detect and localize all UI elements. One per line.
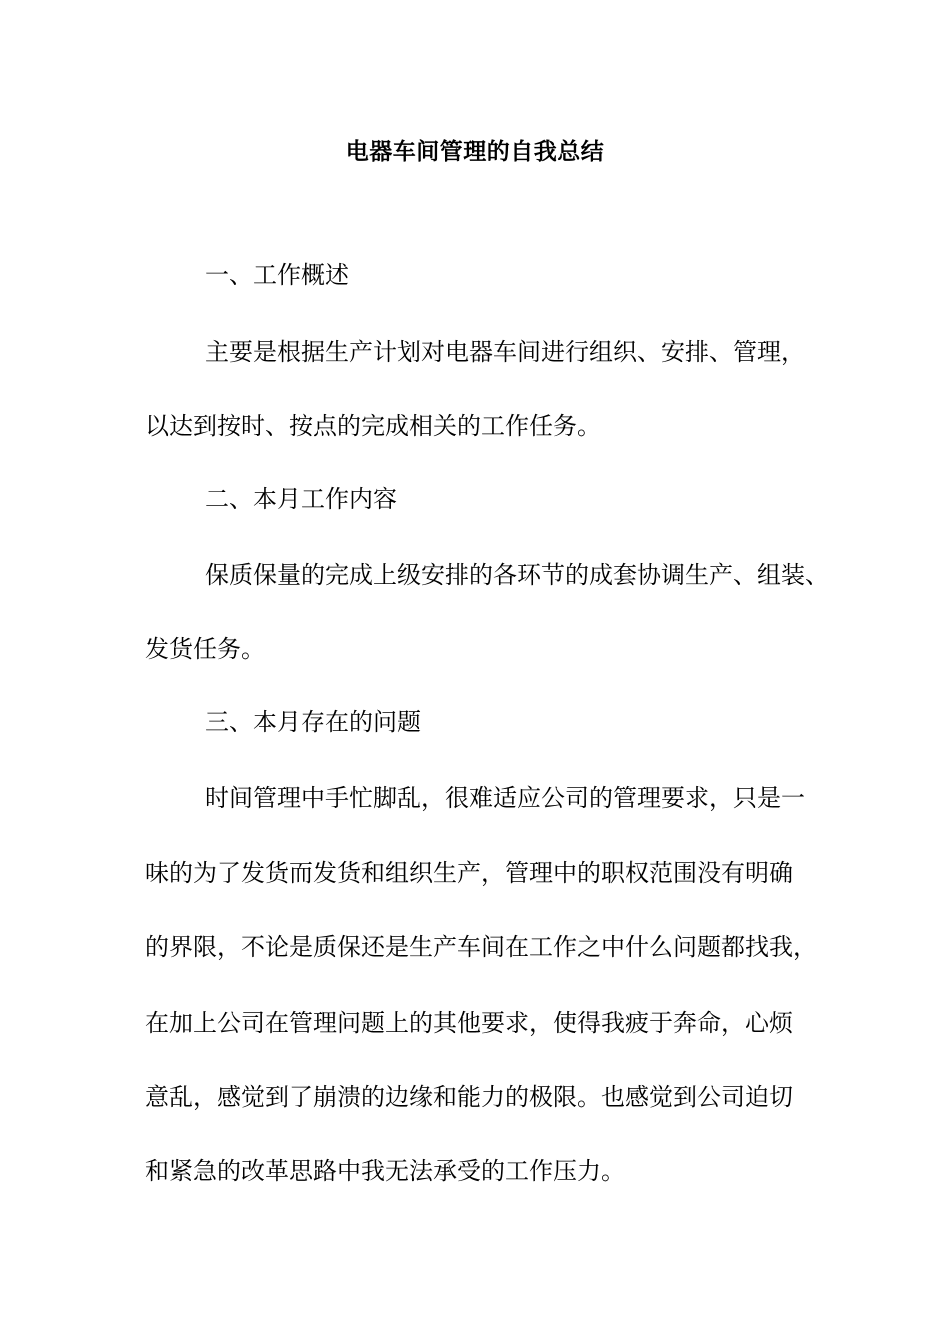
paragraph-line: 时间管理中手忙脚乱，很难适应公司的管理要求，只是一 [205,784,805,812]
paragraph-line: 保质保量的完成上级安排的各环节的成套协调生产、组装、 [205,561,829,589]
paragraph-line: 以达到按时、按点的完成相关的工作任务。 [145,412,601,440]
section-heading-1: 一、工作概述 [205,261,349,289]
paragraph-line: 主要是根据生产计划对电器车间进行组织、安排、管理， [205,338,805,366]
section-heading-3: 三、本月存在的问题 [205,708,421,736]
paragraph-line: 的界限，不论是质保还是生产车间在工作之中什么问题都找我， [145,933,817,961]
paragraph-line: 味的为了发货而发货和组织生产，管理中的职权范围没有明确 [145,859,793,887]
section-heading-2: 二、本月工作内容 [205,485,397,513]
paragraph-line: 意乱，感觉到了崩溃的边缘和能力的极限。也感觉到公司迫切 [145,1083,793,1111]
document-title: 电器车间管理的自我总结 [345,138,605,165]
paragraph-line: 发货任务。 [145,635,265,663]
paragraph-line: 和紧急的改革思路中我无法承受的工作压力。 [145,1157,625,1185]
paragraph-line: 在加上公司在管理问题上的其他要求，使得我疲于奔命，心烦 [145,1009,793,1037]
